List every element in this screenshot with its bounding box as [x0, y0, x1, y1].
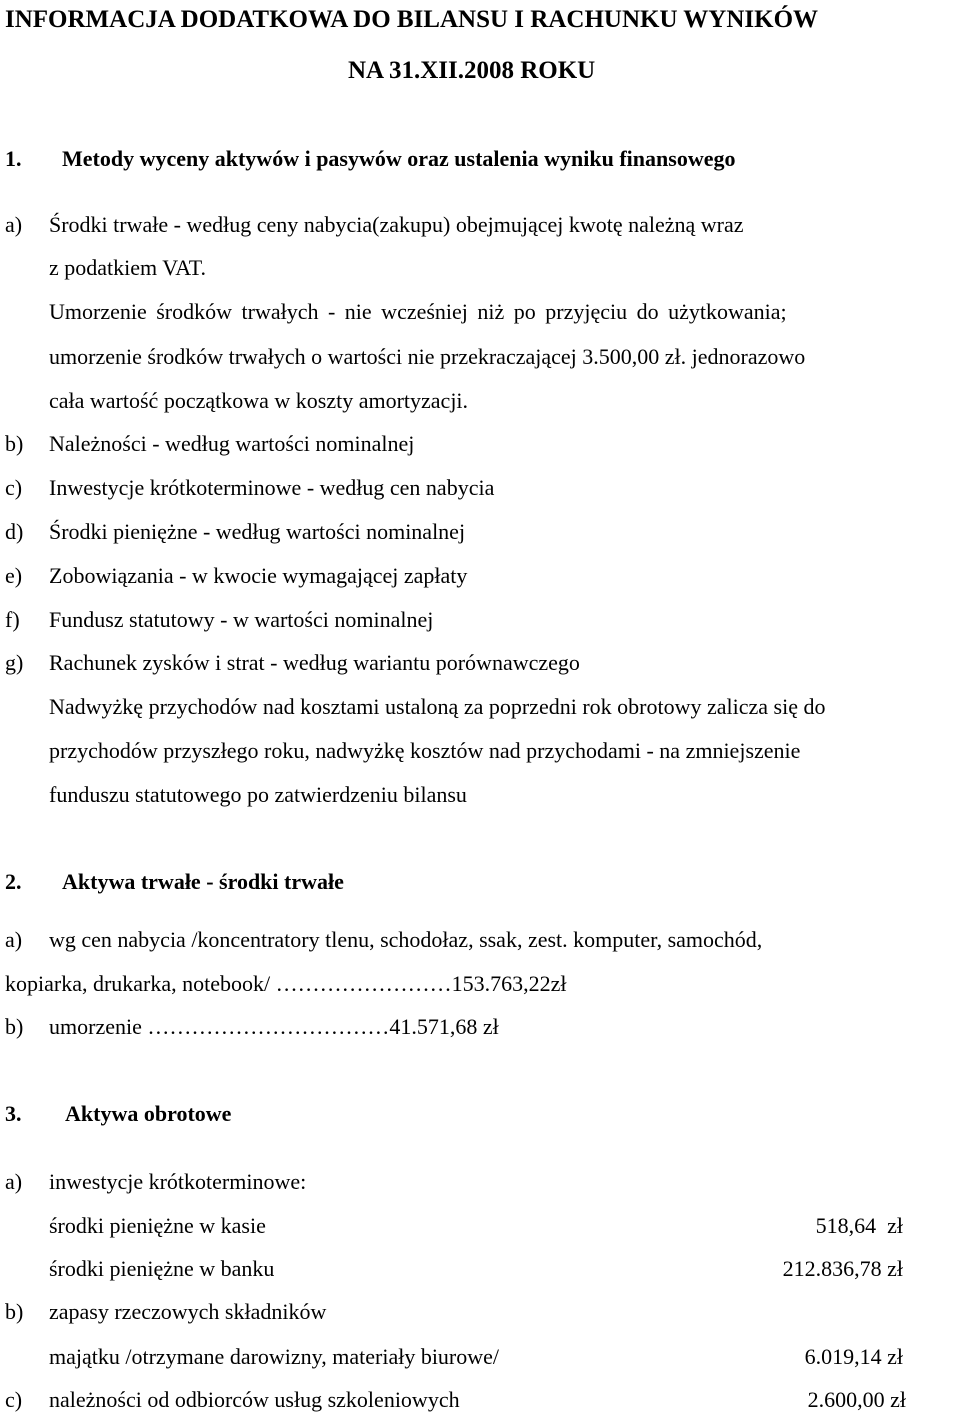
section-1-a-label: a) — [5, 212, 23, 237]
section-1-c-text: Inwestycje krótkoterminowe - według cen nabycia — [49, 475, 495, 500]
section-1-f-text: Fundusz statutowy - w wartości nominalnej — [49, 607, 434, 632]
section-3-heading: Aktywa obrotowe — [65, 1101, 232, 1126]
section-3-number: 3. — [5, 1101, 22, 1126]
document-title-line-2: NA 31.XII.2008 ROKU — [348, 57, 596, 84]
section-1-g-line-1: Rachunek zysków i strat - według wariantu porównawczego — [49, 650, 580, 675]
section-1-b-label: b) — [5, 431, 24, 456]
section-3-b-label: b) — [5, 1299, 24, 1324]
section-1-a-line-1: Środki trwałe - według ceny nabycia(zakupu) obejmującej kwotę należną wraz — [49, 212, 744, 237]
section-1-c-label: c) — [5, 475, 23, 500]
section-2-a-line-1: wg cen nabycia /koncentratory tlenu, schodołaz, ssak, zest. komputer, samochód, — [49, 927, 763, 952]
section-1-a-line-4: umorzenie środków trwałych o wartości nie przekraczającej 3.500,00 zł. jednorazowo — [49, 344, 806, 369]
section-1-f-label: f) — [5, 607, 20, 632]
section-1-a-line-2: z podatkiem VAT. — [49, 255, 207, 280]
section-3-c-label: c) — [5, 1387, 23, 1412]
section-1-g-line-3: przychodów przyszłego roku, nadwyżkę kosztów nad przychodami - na zmniejszenie — [49, 738, 801, 763]
inventory-value: 6.019,14 zł — [804, 1344, 903, 1369]
section-1-heading: Metody wyceny aktywów i pasywów oraz ustalenia wyniku finansowego — [62, 146, 736, 171]
cash-at-bank-label: środki pieniężne w banku — [49, 1256, 275, 1281]
section-1-g-label: g) — [5, 650, 24, 675]
section-1-a-line-5: cała wartość początkowa w koszty amortyzacji. — [49, 388, 469, 413]
section-1-d-label: d) — [5, 519, 24, 544]
section-1-a-line-3: Umorzenie środków trwałych - nie wcześniej niż po przyjęciu do użytkowania; — [49, 299, 787, 324]
section-1-b-text: Należności - według wartości nominalnej — [49, 431, 415, 456]
section-3-b-line-1: zapasy rzeczowych składników — [49, 1299, 327, 1324]
cash-in-hand-value: 518,64 zł — [815, 1213, 903, 1238]
section-3-a-label: a) — [5, 1169, 23, 1194]
section-1-e-text: Zobowiązania - w kwocie wymagającej zapłaty — [49, 563, 468, 588]
section-1-g-line-2: Nadwyżkę przychodów nad kosztami ustaloną za poprzedni rok obrotowy zalicza się do — [49, 694, 826, 719]
section-1-d-text: Środki pieniężne - według wartości nominalnej — [49, 519, 466, 544]
section-2-a-line-2: kopiarka, drukarka, notebook/ ……………………153.763,22zł — [5, 971, 567, 996]
cash-at-bank-value: 212.836,78 zł — [782, 1256, 903, 1281]
section-3-a-text: inwestycje krótkoterminowe: — [49, 1169, 307, 1194]
section-1-number: 1. — [5, 146, 22, 171]
section-1-e-label: e) — [5, 563, 23, 588]
section-2-b-text: umorzenie ……………………………41.571,68 zł — [49, 1014, 499, 1039]
section-2-b-label: b) — [5, 1014, 24, 1039]
section-3-c-text: należności od odbiorców usług szkoleniowych — [49, 1387, 460, 1412]
section-3-b-line-2: majątku /otrzymane darowizny, materiały biurowe/ — [49, 1344, 500, 1369]
section-1-g-line-4: funduszu statutowego po zatwierdzeniu bilansu — [49, 782, 467, 807]
section-2-number: 2. — [5, 869, 22, 894]
section-2-heading: Aktywa trwałe - środki trwałe — [62, 869, 344, 894]
receivables-value: 2.600,00 zł — [807, 1387, 906, 1412]
section-2-a-label: a) — [5, 927, 23, 952]
document-title-line-1: INFORMACJA DODATKOWA DO BILANSU I RACHUNKU WYNIKÓW — [5, 6, 819, 33]
cash-in-hand-label: środki pieniężne w kasie — [49, 1213, 266, 1238]
